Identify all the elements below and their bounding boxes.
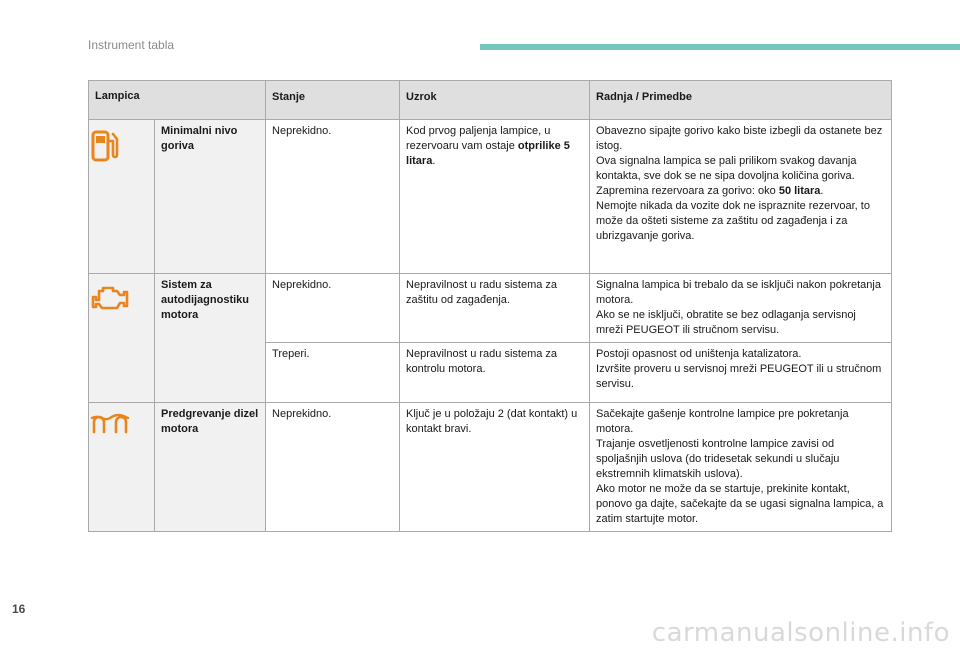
radnja-line: Signalna lampica bi trebalo da se isključi nakon pokretanja motora. [596, 279, 881, 306]
lamp-uzrok: Nepravilnost u radu sistema za kontrolu motora. [400, 343, 590, 403]
fuel-pump-icon [90, 129, 120, 168]
lamp-icon-cell [89, 403, 155, 532]
table-header-row [89, 81, 892, 120]
lamp-stanje: Treperi. [266, 343, 400, 403]
lamp-name: Minimalni nivo goriva [155, 120, 266, 274]
lamp-stanje: Neprekidno. [266, 403, 400, 532]
lamp-uzrok: Nepravilnost u radu sistema za zaštitu od zagađenja. [400, 274, 590, 343]
lamp-radnja [590, 120, 892, 274]
radnja-line: Ako se ne isključi, obratite se bez odlaganja servisnoj mreži PEUGEOT ili stručnom servisu. [596, 309, 856, 336]
radnja-text: Zapremina rezervoara za gorivo: oko [596, 185, 779, 197]
warning-lamp-table [88, 80, 892, 532]
lamp-stanje: Neprekidno. [266, 120, 400, 274]
table-row [89, 274, 892, 343]
table-row [89, 403, 892, 532]
radnja-line: Postoji opasnost od uništenja katalizatora. [596, 348, 802, 360]
column-header-stanje: Stanje [266, 81, 400, 120]
lamp-uzrok [400, 120, 590, 274]
uzrok-text: Kod prvog paljenja lampice, u rezervoaru vam ostaje [406, 125, 551, 152]
radnja-line: Ako motor ne može da se startuje, prekinite kontakt, ponovo ga dajte, sačekajte da se ugasi signalna lampica, a zatim startujte motor. [596, 483, 884, 525]
uzrok-text-end: . [432, 155, 436, 167]
radnja-line: Trajanje osvetljenosti kontrolne lampice zavisi od spoljašnjih uslova (do tridesetak sekundi u slučaju ekstremnih klimatskih uslova). [596, 438, 840, 480]
lamp-name: Sistem za autodijagnostiku motora [155, 274, 266, 403]
lamp-uzrok: Ključ je u položaju 2 (dat kontakt) u kontakt bravi. [400, 403, 590, 532]
column-header-uzrok: Uzrok [400, 81, 590, 120]
table-row [89, 120, 892, 274]
engine-icon [90, 283, 130, 318]
radnja-line: Ova signalna lampica se pali prilikom svakog davanja kontakta, sve dok se ne sipa dovoljna količina goriva. [596, 155, 857, 182]
watermark: carmanualsonline.info [651, 618, 950, 648]
lamp-radnja [590, 274, 892, 343]
radnja-line [596, 184, 885, 199]
lamp-stanje: Neprekidno. [266, 274, 400, 343]
radnja-emphasis: 50 litara [778, 185, 821, 197]
lamp-icon-cell [89, 120, 155, 274]
section-title: Instrument tabla [88, 38, 175, 52]
column-header-radnja: Radnja / Primedbe [590, 81, 892, 120]
radnja-text-end: . [820, 185, 824, 197]
radnja-line: Nemojte nikada da vozite dok ne ispraznite rezervoar, to može da ošteti sisteme za zaštitu od zagađenja i za ubrizgavanje goriva. [596, 200, 870, 242]
lamp-name: Predgrevanje dizel motora [155, 403, 266, 532]
column-header-lampica: Lampica [89, 81, 266, 120]
uzrok-emphasis: otprilike 5 litara [406, 140, 570, 167]
lamp-radnja [590, 343, 892, 403]
glow-plug-icon [90, 412, 130, 441]
lamp-radnja [590, 403, 892, 532]
radnja-line: Sačekajte gašenje kontrolne lampice pre pokretanja motora. [596, 408, 849, 435]
radnja-line: Izvršite proveru u servisnoj mreži PEUGEOT ili u stručnom servisu. [596, 363, 882, 390]
page-number: 16 [12, 602, 26, 616]
header-accent-bar [480, 44, 960, 50]
lamp-icon-cell [89, 274, 155, 403]
radnja-line: Obavezno sipajte gorivo kako biste izbegli da ostanete bez istog. [596, 125, 883, 152]
